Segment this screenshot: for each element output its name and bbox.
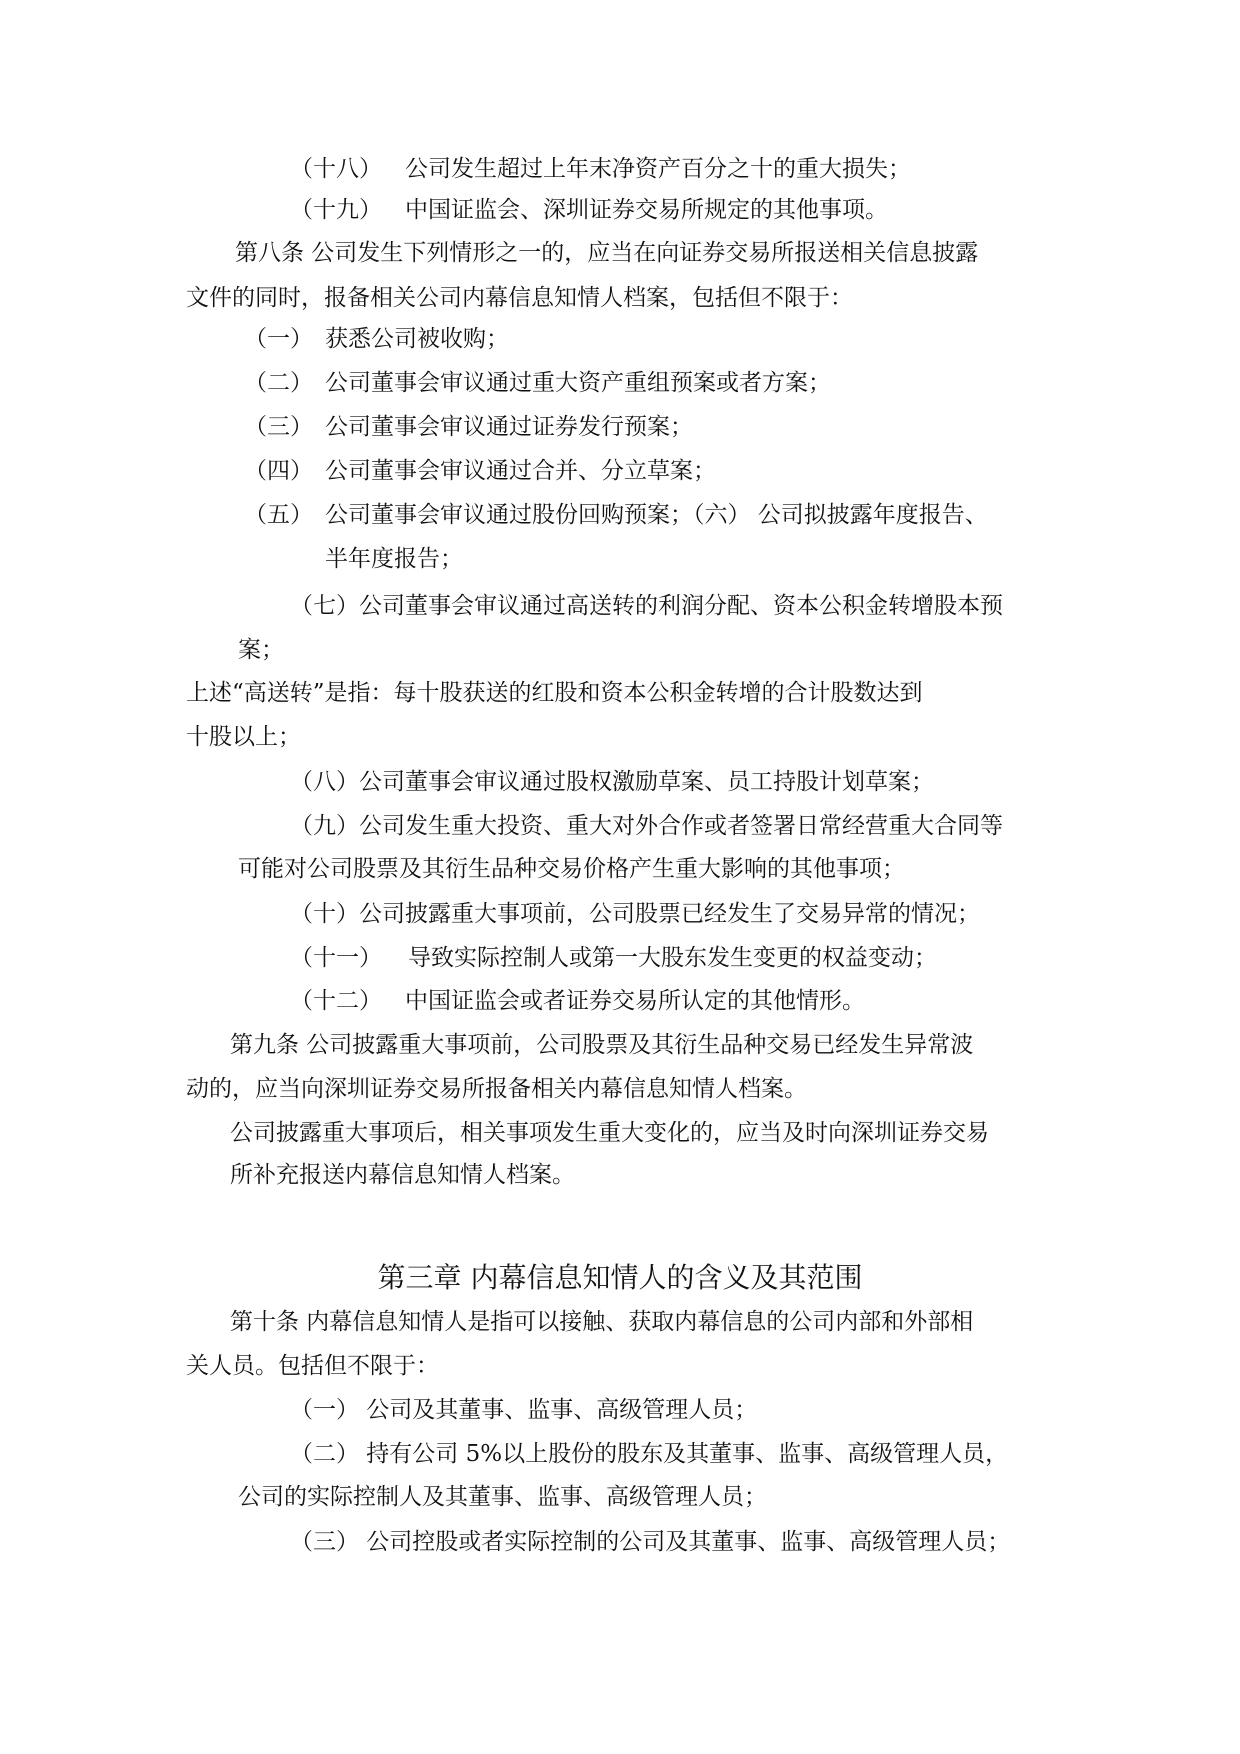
a8-item-12-label: （十二） — [290, 988, 382, 1014]
a8-item-12-text: 中国证监会或者证券交易所认定的其他情形。 — [405, 988, 865, 1014]
a8-note-line2: 十股以上； — [186, 724, 301, 750]
a8-item-2-label: （二） — [244, 370, 313, 396]
article-8-intro-line2: 文件的同时，报备相关公司内幕信息知情人档案，包括但不限于： — [186, 285, 853, 311]
a8-item-11-label: （十一） — [290, 945, 382, 971]
a8-item-1-text: 获悉公司被收购； — [325, 326, 509, 352]
a8-item-3-text: 公司董事会审议通过证券发行预案； — [325, 414, 693, 440]
a8-item-5-continuation: 半年度报告； — [325, 546, 463, 572]
a10-item-1-text: （一） 公司及其董事、监事、高级管理人员； — [290, 1397, 758, 1423]
a8-item-5-label: （五） — [244, 502, 313, 528]
a8-item-8-text: （八）公司董事会审议通过股权激励草案、员工持股计划草案； — [290, 769, 934, 795]
article-9-line1: 第九条 公司披露重大事项前，公司股票及其衍生品种交易已经发生异常波 — [230, 1032, 974, 1058]
a8-item-4-text: 公司董事会审议通过合并、分立草案； — [325, 458, 716, 484]
a8-item-1-label: （一） — [244, 326, 313, 352]
a8-item-3-label: （三） — [244, 414, 313, 440]
article-9-line3: 公司披露重大事项后，相关事项发生重大变化的，应当及时向深圳证券交易 — [230, 1120, 989, 1146]
article-8-intro-line1: 第八条 公司发生下列情形之一的，应当在向证券交易所报送相关信息披露 — [235, 240, 979, 266]
a10-item-3-text: （三） 公司控股或者实际控制的公司及其董事、监事、高级管理人员； — [290, 1529, 1011, 1555]
article-9-line2: 动的，应当向深圳证券交易所报备相关内幕信息知情人档案。 — [186, 1076, 807, 1102]
a8-item-7-line1: （七）公司董事会审议通过高送转的利润分配、资本公积金转增股本预 — [290, 593, 1003, 619]
article-10-line1: 第十条 内幕信息知情人是指可以接触、获取内幕信息的公司内部和外部相 — [230, 1309, 974, 1335]
article-9-line4: 所补充报送内幕信息知情人档案。 — [230, 1162, 575, 1188]
item-19-text: 中国证监会、深圳证券交易所规定的其他事项。 — [405, 197, 888, 223]
a8-item-7-line2: 案； — [238, 637, 284, 663]
a8-item-2-text: 公司董事会审议通过重大资产重组预案或者方案； — [325, 370, 831, 396]
item-18-label: （十八） — [290, 156, 382, 182]
chapter-3-title: 第三章 内幕信息知情人的含义及其范围 — [377, 1261, 863, 1294]
a10-item-2-line2: 公司的实际控制人及其董事、监事、高级管理人员； — [238, 1484, 767, 1510]
article-10-line2: 关人员。包括但不限于： — [186, 1353, 439, 1379]
a8-note-line1: 上述“高送转”是指：每十股获送的红股和资本公积金转增的合计股数达到 — [186, 680, 923, 706]
a8-item-10-text: （十）公司披露重大事项前，公司股票已经发生了交易异常的情况； — [290, 901, 980, 927]
a8-item-11-text: 导致实际控制人或第一大股东发生变更的权益变动； — [408, 945, 937, 971]
a8-item-9-line2: 可能对公司股票及其衍生品种交易价格产生重大影响的其他事项； — [238, 856, 905, 882]
a8-item-4-label: （四） — [244, 458, 313, 484]
item-18-text: 公司发生超过上年末净资产百分之十的重大损失； — [405, 156, 911, 182]
item-19-label: （十九） — [290, 197, 382, 223]
a10-item-2-line1: （二） 持有公司 5%以上股份的股东及其董事、监事、高级管理人员， — [290, 1441, 1009, 1467]
a8-item-5-text: 公司董事会审议通过股份回购预案；（六） 公司拟披露年度报告、 — [325, 502, 988, 528]
a8-item-9-line1: （九）公司发生重大投资、重大对外合作或者签署日常经营重大合同等 — [290, 813, 1003, 839]
